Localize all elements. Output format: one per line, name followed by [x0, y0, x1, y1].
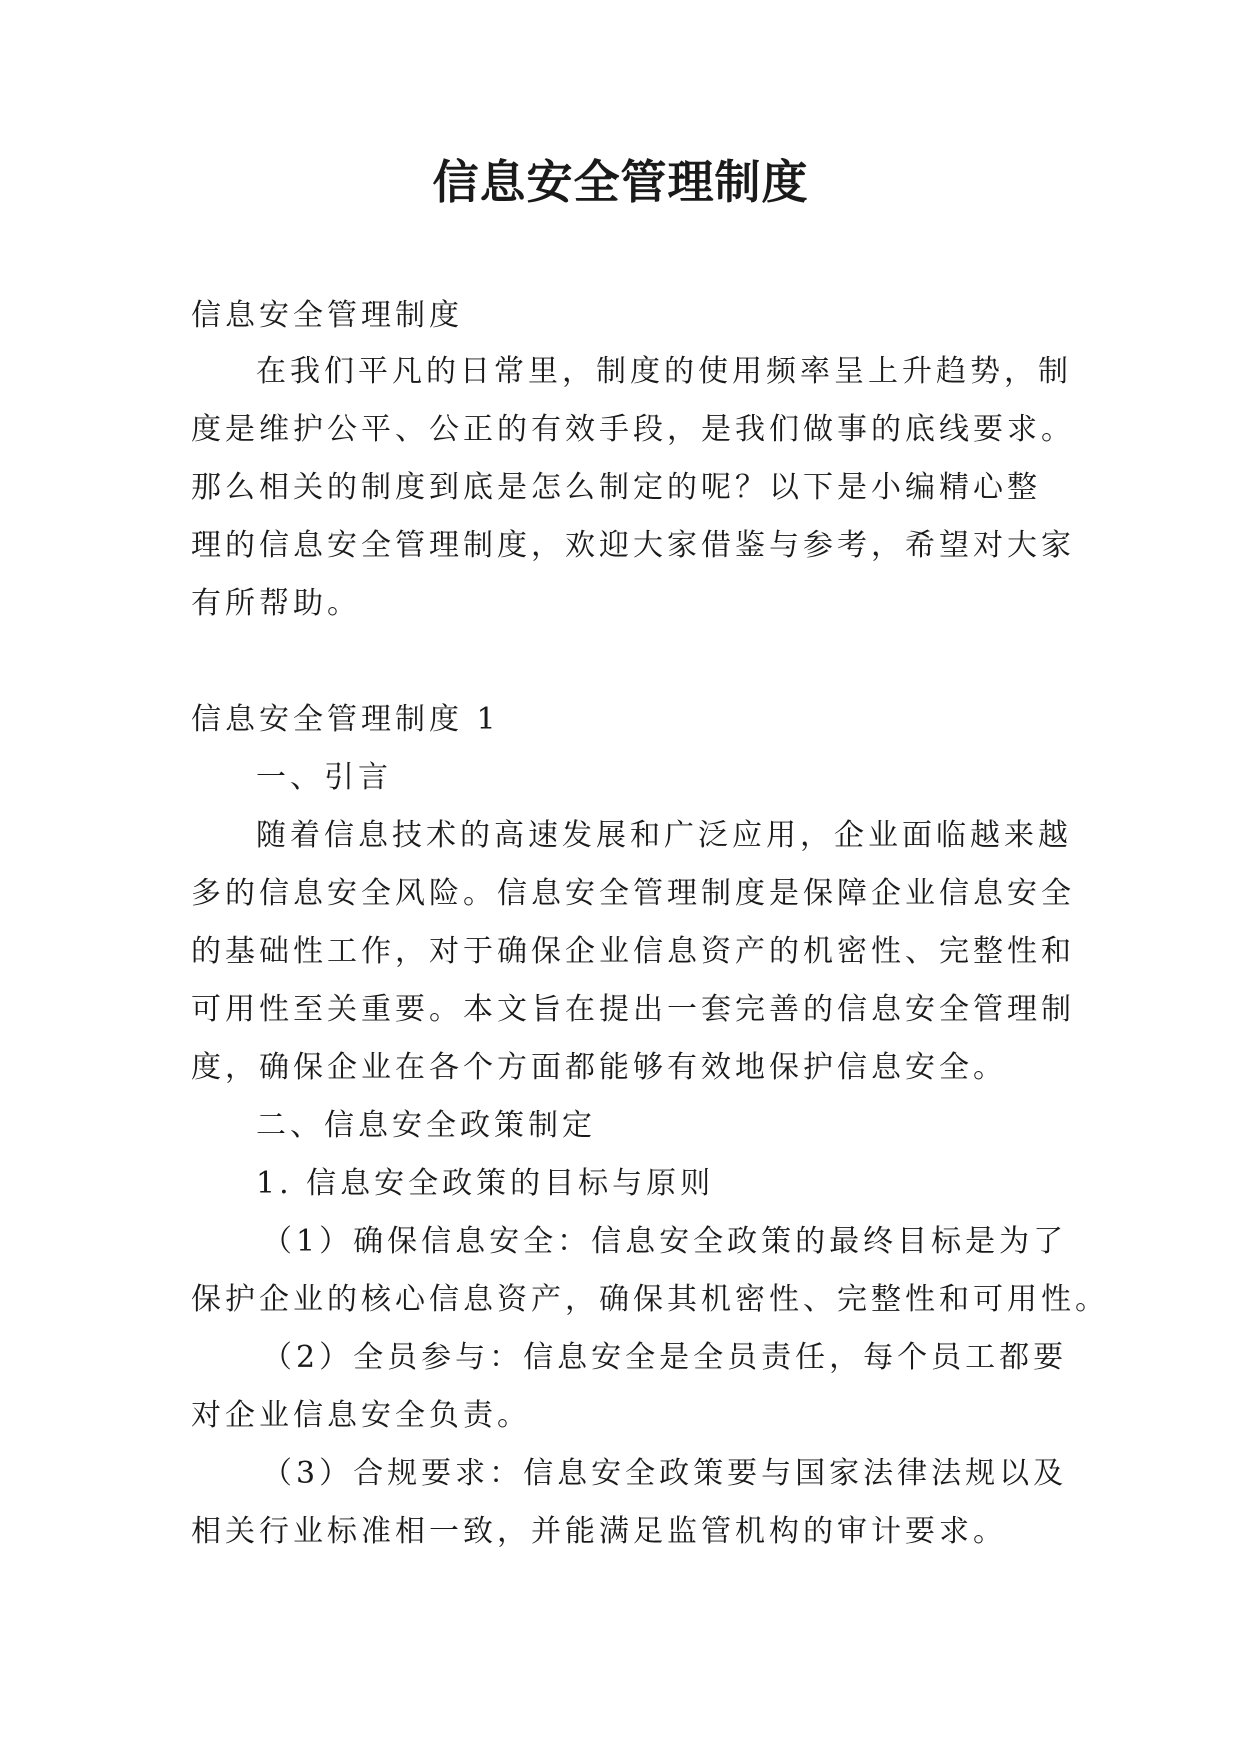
intro-line-2: 度是维护公平、公正的有效手段，是我们做事的底线要求。 [191, 412, 1075, 447]
policy-item-2-line-1: （2）全员参与：信息安全是全员责任，每个员工都要 [262, 1340, 1068, 1375]
intro-line-1: 在我们平凡的日常里，制度的使用频率呈上升趋势，制 [256, 354, 1072, 389]
section-heading-1: 信息安全管理制度 1 [191, 702, 500, 737]
policy-item-3-line-1: （3）合规要求：信息安全政策要与国家法律法规以及 [262, 1456, 1068, 1491]
body-line-1: 随着信息技术的高速发展和广泛应用，企业面临越来越 [256, 818, 1072, 853]
policy-item-1-line-2: 保护企业的核心信息资产，确保其机密性、完整性和可用性。 [191, 1282, 1109, 1317]
heading-introduction: 一、引言 [256, 760, 392, 795]
body-line-3: 的基础性工作，对于确保企业信息资产的机密性、完整性和 [191, 934, 1075, 969]
policy-item-3-line-2: 相关行业标准相一致，并能满足监管机构的审计要求。 [191, 1514, 1007, 1549]
document-title: 信息安全管理制度 [432, 155, 809, 209]
intro-line-5: 有所帮助。 [191, 586, 361, 621]
subtitle-line: 信息安全管理制度 [191, 298, 463, 333]
heading-policy: 二、信息安全政策制定 [256, 1108, 596, 1143]
intro-line-4: 理的信息安全管理制度，欢迎大家借鉴与参考，希望对大家 [191, 528, 1075, 563]
policy-item-1-line-1: （1）确保信息安全：信息安全政策的最终目标是为了 [262, 1224, 1068, 1259]
body-line-4: 可用性至关重要。本文旨在提出一套完善的信息安全管理制 [191, 992, 1075, 1027]
body-line-2: 多的信息安全风险。信息安全管理制度是保障企业信息安全 [191, 876, 1075, 911]
intro-line-3: 那么相关的制度到底是怎么制定的呢？以下是小编精心整 [191, 470, 1041, 505]
policy-item-2-line-2: 对企业信息安全负责。 [191, 1398, 531, 1433]
heading-policy-goals: 1. 信息安全政策的目标与原则 [256, 1166, 715, 1201]
body-line-5: 度，确保企业在各个方面都能够有效地保护信息安全。 [191, 1050, 1007, 1085]
